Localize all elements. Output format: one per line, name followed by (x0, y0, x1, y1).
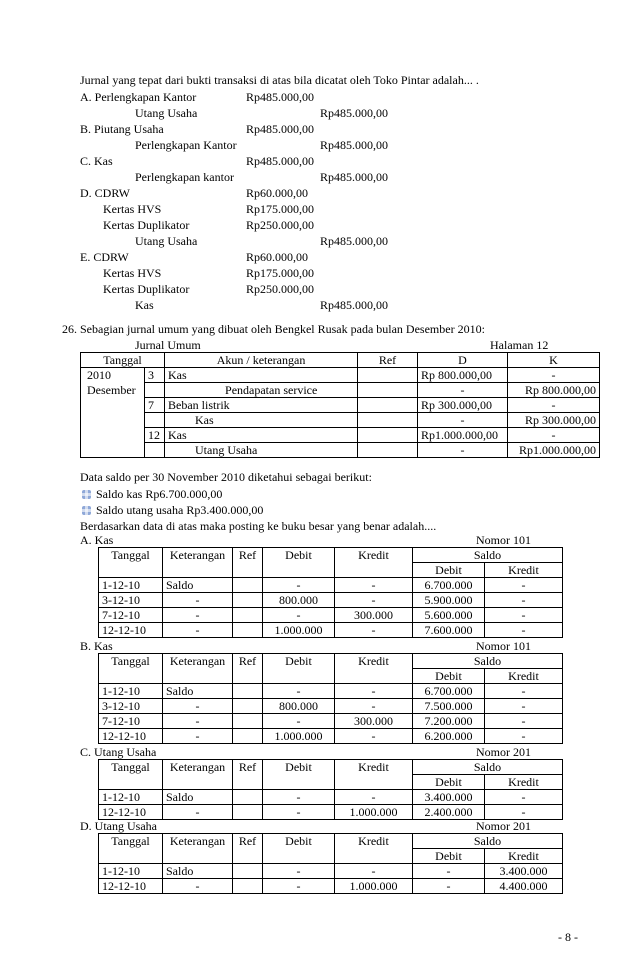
saldo-item-text: Saldo kas Rp6.700.000,00 (96, 487, 223, 501)
q25-d-debit3: Rp250.000,00 (246, 218, 315, 232)
journal-ref (358, 398, 418, 413)
ledger-cell (233, 864, 263, 879)
ledger-cell: - (485, 790, 563, 805)
journal-table (80, 352, 600, 458)
ledger-cell: 5.900.000 (413, 593, 485, 608)
q25-e-acc2: Kertas HVS (103, 266, 162, 280)
ledger-cell: - (163, 714, 233, 729)
ledger-header-saldo-kredit: Kredit (485, 849, 563, 864)
ledger-cell: - (485, 699, 563, 714)
journal-k: Rp 800.000,00 (508, 383, 600, 398)
table-row (99, 729, 563, 744)
bullet-icon (82, 506, 91, 515)
q25-d-debit2: Rp175.000,00 (246, 202, 315, 216)
q26-ask: Berdasarkan data di atas maka posting ke buku besar yang benar adalah.... (80, 519, 437, 533)
ledger-cell: - (263, 879, 335, 894)
ledger-cell: - (335, 593, 413, 608)
q25-e-credit: Rp485.000,00 (320, 298, 389, 312)
ledger-cell: - (263, 578, 335, 593)
journal-k: - (508, 428, 600, 443)
ledger-header-tanggal: Tanggal (99, 834, 163, 864)
q25-option-b-label: B. Piutang Usaha (80, 122, 164, 136)
q25-e-debit3: Rp250.000,00 (246, 282, 315, 296)
saldo-intro: Data saldo per 30 November 2010 diketahui sebagai berikut: (80, 470, 372, 484)
table-row (99, 623, 563, 638)
ledger-option-label: C. Utang Usaha (80, 745, 157, 759)
ledger-header-debit: Debit (263, 548, 335, 578)
ledger-cell: 7-12-10 (99, 714, 163, 729)
journal-day (145, 443, 165, 458)
ledger-cell: - (163, 608, 233, 623)
table-row (99, 593, 563, 608)
ledger-header-kredit: Kredit (335, 760, 413, 790)
q25-d-debit1: Rp60.000,00 (246, 186, 309, 200)
ledger-cell (233, 593, 263, 608)
journal-acc: Kas (165, 413, 358, 428)
ledger-cell: - (335, 578, 413, 593)
journal-d: - (418, 413, 508, 428)
journal-ref (358, 443, 418, 458)
ledger-cell (233, 879, 263, 894)
table-row (99, 805, 563, 820)
q25-a-debit: Rp485.000,00 (246, 90, 315, 104)
ledger-cell: 1.000.000 (263, 729, 335, 744)
ledger-cell: 3-12-10 (99, 699, 163, 714)
q25-b-acc2: Perlengkapan Kantor (135, 138, 237, 152)
ledger-cell: - (485, 623, 563, 638)
journal-k: - (508, 398, 600, 413)
ledger-header-saldo-kredit: Kredit (485, 563, 563, 578)
q25-option-c-label: C. Kas (80, 154, 113, 168)
journal-ref (358, 368, 418, 383)
ledger-cell: - (413, 879, 485, 894)
ledger-cell: - (335, 729, 413, 744)
ledger-cell: 800.000 (263, 593, 335, 608)
ledger-cell: - (263, 790, 335, 805)
ledger-header-kredit: Kredit (335, 548, 413, 578)
ledger-cell: 1.000.000 (335, 805, 413, 820)
ledger-cell: - (335, 623, 413, 638)
ledger-cell: 300.000 (335, 608, 413, 623)
table-row (99, 864, 563, 879)
journal-ref (358, 428, 418, 443)
journal-day: 7 (145, 398, 165, 413)
q25-option-e-label: E. CDRW (80, 250, 129, 264)
journal-d: Rp 300.000,00 (418, 398, 508, 413)
q25-b-credit: Rp485.000,00 (320, 138, 389, 152)
table-row (81, 413, 600, 428)
q25-e-acc3: Kertas Duplikator (103, 282, 190, 296)
ledger-cell (233, 805, 263, 820)
journal-header-k: K (508, 353, 600, 368)
ledger-cell: Saldo (163, 864, 233, 879)
ledger-header-saldo-debit: Debit (413, 775, 485, 790)
ledger-cell: 7-12-10 (99, 608, 163, 623)
table-row (99, 714, 563, 729)
ledger-option-label: A. Kas (80, 533, 114, 547)
ledger-cell: - (485, 608, 563, 623)
ledger-header-tanggal: Tanggal (99, 548, 163, 578)
journal-acc: Beban listrik (165, 398, 358, 413)
ledger-header-saldo: Saldo (413, 834, 563, 849)
table-row (81, 443, 600, 458)
ledger-cell: - (263, 714, 335, 729)
page-number: - 8 - (558, 930, 578, 944)
q25-d-acc3: Kertas Duplikator (103, 218, 190, 232)
ledger-table (98, 833, 563, 894)
table-row (81, 398, 600, 413)
ledger-cell: 7.500.000 (413, 699, 485, 714)
saldo-item (82, 487, 222, 501)
journal-day: 3 (145, 368, 165, 383)
ledger-cell: 6.200.000 (413, 729, 485, 744)
ledger-cell: - (163, 805, 233, 820)
ledger-cell: 12-12-10 (99, 879, 163, 894)
journal-d: Rp 800.000,00 (418, 368, 508, 383)
ledger-cell: - (485, 593, 563, 608)
ledger-table (98, 759, 563, 820)
ledger-cell: 7.200.000 (413, 714, 485, 729)
table-row (99, 608, 563, 623)
ledger-option-label: B. Kas (80, 639, 113, 653)
ledger-cell: Saldo (163, 790, 233, 805)
ledger-header-tanggal: Tanggal (99, 654, 163, 684)
ledger-cell: 1-12-10 (99, 578, 163, 593)
ledger-cell: 1-12-10 (99, 790, 163, 805)
q26-number: 26. (62, 322, 77, 336)
q25-e-debit2: Rp175.000,00 (246, 266, 315, 280)
ledger-cell: 6.700.000 (413, 684, 485, 699)
journal-year: 2010 (81, 368, 145, 383)
q25-option-d-label: D. CDRW (80, 186, 131, 200)
journal-day (145, 383, 165, 398)
ledger-cell: 1.000.000 (263, 623, 335, 638)
journal-acc: Pendapatan service (165, 383, 358, 398)
ledger-cell: 4.400.000 (485, 879, 563, 894)
bullet-icon (82, 490, 91, 499)
ledger-cell: - (163, 699, 233, 714)
journal-header-ref: Ref (358, 353, 418, 368)
ledger-cell (233, 684, 263, 699)
ledger-cell: 5.600.000 (413, 608, 485, 623)
journal-ref (358, 383, 418, 398)
q25-a-credit: Rp485.000,00 (320, 106, 389, 120)
ledger-header-saldo-kredit: Kredit (485, 775, 563, 790)
ledger-header-saldo-debit: Debit (413, 563, 485, 578)
ledger-cell: - (335, 684, 413, 699)
ledger-cell: - (485, 729, 563, 744)
ledger-header-ref: Ref (233, 760, 263, 790)
ledger-cell: - (263, 864, 335, 879)
ledger-header-saldo-debit: Debit (413, 849, 485, 864)
ledger-cell: 12-12-10 (99, 623, 163, 638)
ledger-cell: - (263, 608, 335, 623)
journal-day (145, 413, 165, 428)
q25-a-acc2: Utang Usaha (135, 106, 198, 120)
ledger-table (98, 653, 563, 744)
ledger-cell: 7.600.000 (413, 623, 485, 638)
table-row (99, 879, 563, 894)
q25-c-credit: Rp485.000,00 (320, 170, 389, 184)
ledger-cell: 300.000 (335, 714, 413, 729)
ledger-cell (233, 623, 263, 638)
journal-d: - (418, 383, 508, 398)
ledger-header-debit: Debit (263, 760, 335, 790)
ledger-cell: - (485, 805, 563, 820)
ledger-header-keterangan: Keterangan (163, 760, 233, 790)
table-row (81, 428, 600, 443)
journal-k: - (508, 368, 600, 383)
ledger-cell: 2.400.000 (413, 805, 485, 820)
q25-e-debit1: Rp60.000,00 (246, 250, 309, 264)
ledger-cell: - (163, 623, 233, 638)
q25-option-a-label: A. Perlengkapan Kantor (80, 90, 197, 104)
ledger-cell: 1.000.000 (335, 879, 413, 894)
journal-k: Rp1.000.000,00 (508, 443, 600, 458)
ledger-cell: 3.400.000 (485, 864, 563, 879)
ledger-cell: - (263, 684, 335, 699)
ledger-cell: - (485, 684, 563, 699)
ledger-option-label: D. Utang Usaha (80, 819, 157, 833)
journal-month: Desember (81, 383, 145, 398)
table-row (99, 684, 563, 699)
ledger-cell (233, 729, 263, 744)
ledger-table (98, 547, 563, 638)
ledger-cell: - (335, 699, 413, 714)
ledger-header-saldo: Saldo (413, 654, 563, 669)
ledger-cell: - (485, 714, 563, 729)
q25-d-acc4: Utang Usaha (135, 234, 198, 248)
ledger-cell: - (485, 578, 563, 593)
journal-d: Rp1.000.000,00 (418, 428, 508, 443)
ledger-cell (233, 714, 263, 729)
ledger-cell: 1-12-10 (99, 684, 163, 699)
q25-e-acc4: Kas (135, 298, 154, 312)
journal-header-tanggal: Tanggal (81, 353, 165, 368)
journal-header-d: D (418, 353, 508, 368)
table-row (99, 790, 563, 805)
ledger-header-saldo: Saldo (413, 760, 563, 775)
ledger-header-keterangan: Keterangan (163, 548, 233, 578)
ledger-header-saldo: Saldo (413, 548, 563, 563)
ledger-account-number: Nomor 201 (476, 745, 531, 759)
q25-stem: Jurnal yang tepat dari bukti transaksi di atas bila dicatat oleh Toko Pintar adalah... . (80, 73, 479, 87)
ledger-header-keterangan: Keterangan (163, 654, 233, 684)
journal-acc: Utang Usaha (165, 443, 358, 458)
journal-acc: Kas (165, 428, 358, 443)
table-row (81, 383, 600, 398)
q25-d-acc2: Kertas HVS (103, 202, 162, 216)
ledger-cell: - (163, 879, 233, 894)
ledger-header-keterangan: Keterangan (163, 834, 233, 864)
ledger-header-saldo-kredit: Kredit (485, 669, 563, 684)
q25-c-debit: Rp485.000,00 (246, 154, 315, 168)
ledger-cell: Saldo (163, 578, 233, 593)
ledger-header-tanggal: Tanggal (99, 760, 163, 790)
journal-title: Jurnal Umum (135, 338, 201, 352)
table-row (99, 578, 563, 593)
table-row (99, 699, 563, 714)
ledger-cell: 6.700.000 (413, 578, 485, 593)
ledger-header-ref: Ref (233, 654, 263, 684)
ledger-account-number: Nomor 101 (476, 533, 531, 547)
journal-d: - (418, 443, 508, 458)
ledger-cell (233, 608, 263, 623)
saldo-item (82, 503, 263, 517)
journal-page-label: Halaman 12 (490, 338, 549, 352)
journal-day: 12 (145, 428, 165, 443)
ledger-header-kredit: Kredit (335, 834, 413, 864)
ledger-cell: - (263, 805, 335, 820)
ledger-header-ref: Ref (233, 834, 263, 864)
ledger-cell (233, 699, 263, 714)
ledger-cell: - (163, 729, 233, 744)
ledger-cell: 12-12-10 (99, 805, 163, 820)
ledger-header-ref: Ref (233, 548, 263, 578)
saldo-item-text: Saldo utang usaha Rp3.400.000,00 (96, 503, 264, 517)
ledger-header-saldo-debit: Debit (413, 669, 485, 684)
journal-ref (358, 413, 418, 428)
ledger-header-kredit: Kredit (335, 654, 413, 684)
ledger-cell: - (335, 864, 413, 879)
q25-b-debit: Rp485.000,00 (246, 122, 315, 136)
q26-stem: Sebagian jurnal umum yang dibuat oleh Bengkel Rusak pada bulan Desember 2010: (80, 322, 485, 336)
ledger-cell: 800.000 (263, 699, 335, 714)
ledger-cell: - (163, 593, 233, 608)
ledger-cell: 1-12-10 (99, 864, 163, 879)
ledger-cell: 3.400.000 (413, 790, 485, 805)
ledger-header-debit: Debit (263, 834, 335, 864)
ledger-cell: - (335, 790, 413, 805)
ledger-cell: - (413, 864, 485, 879)
ledger-cell (233, 790, 263, 805)
ledger-account-number: Nomor 201 (476, 819, 531, 833)
table-row (81, 368, 600, 383)
ledger-cell: 3-12-10 (99, 593, 163, 608)
q25-d-credit: Rp485.000,00 (320, 234, 389, 248)
q25-c-acc2: Perlengkapan kantor (135, 170, 234, 184)
ledger-cell (233, 578, 263, 593)
ledger-cell: Saldo (163, 684, 233, 699)
journal-acc: Kas (165, 368, 358, 383)
ledger-account-number: Nomor 101 (476, 639, 531, 653)
journal-header-akun: Akun / keterangan (165, 353, 358, 368)
ledger-cell: 12-12-10 (99, 729, 163, 744)
journal-k: Rp 300.000,00 (508, 413, 600, 428)
ledger-header-debit: Debit (263, 654, 335, 684)
